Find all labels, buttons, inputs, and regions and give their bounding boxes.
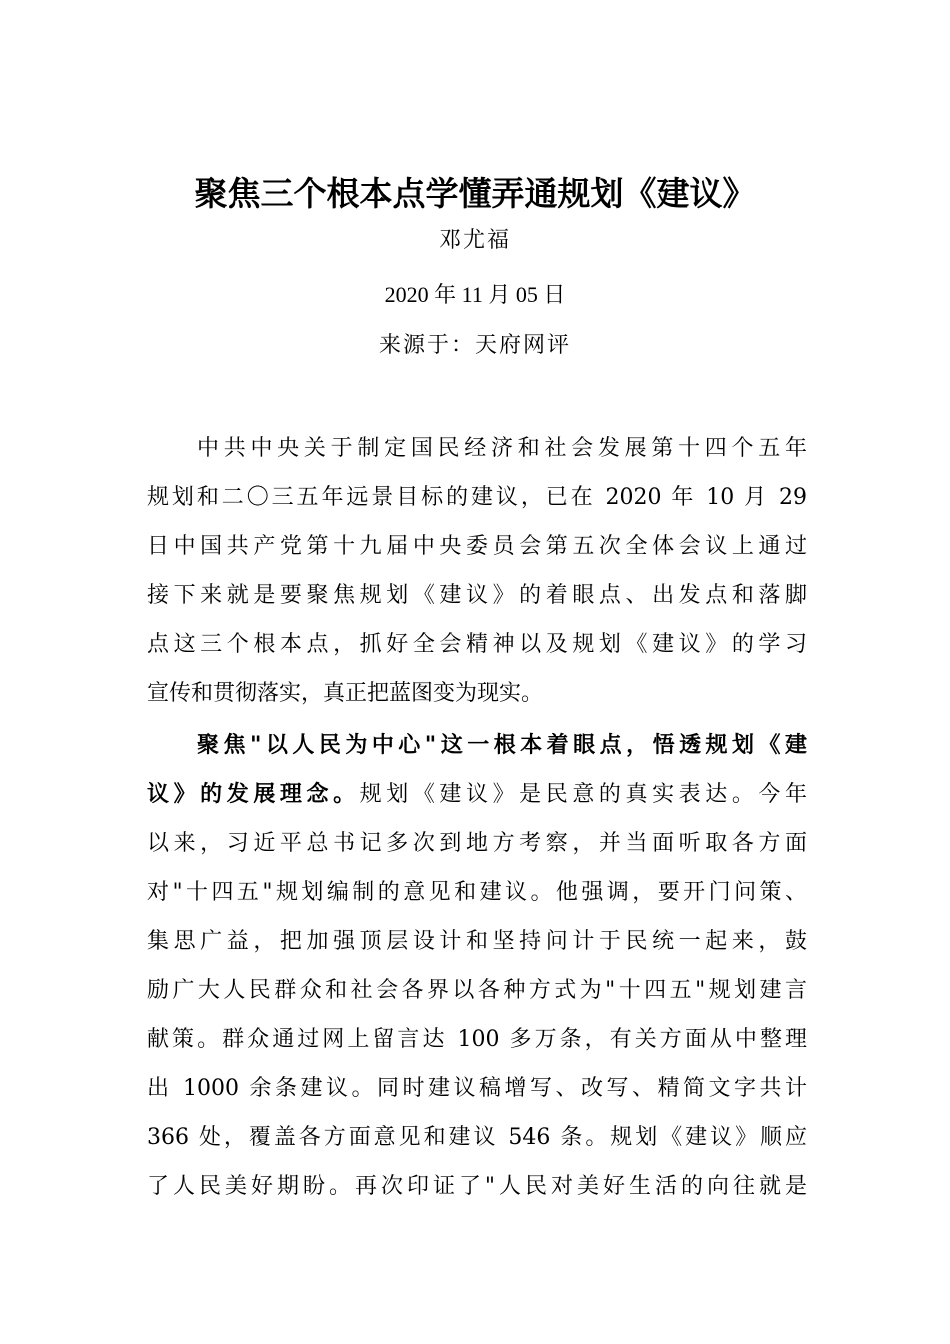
paragraph-line: 集思广益，把加强顶层设计和坚持问计于民统一起来，鼓 (147, 929, 807, 954)
article-author: 邓尤福 (438, 228, 511, 253)
paragraph-line: 接下来就是要聚焦规划《建议》的着眼点、出发点和落脚 (147, 583, 807, 608)
paragraph-line: 中共中央关于制定国民经济和社会发展第十四个五年 (197, 436, 807, 461)
paragraph-line: 励广大人民群众和社会各界以各种方式为"十四五"规划建言 (147, 978, 807, 1003)
section-heading-line: 聚焦"以人民为中心"这一根本着眼点，悟透规划《建 (197, 733, 807, 758)
paragraph-line: 了人民美好期盼。再次印证了"人民对美好生活的向往就是 (147, 1174, 807, 1199)
article-source: 来源于：天府网评 (378, 333, 571, 358)
paragraph-line: 对"十四五"规划编制的意见和建议。他强调，要开门问策、 (147, 880, 807, 905)
paragraph-people-centered (147, 721, 807, 1211)
paragraph-line: 日中国共产党第十九届中央委员会第五次全体会议上通过 (147, 534, 807, 559)
paragraph-line: 366 处，覆盖各方面意见和建议 546 条。规划《建议》顺应 (147, 1125, 807, 1150)
paragraph-intro (147, 424, 807, 718)
paragraph-line: 以来，习近平总书记多次到地方考察，并当面听取各方面 (147, 831, 807, 856)
article-date: 2020 年 11 月 05 日 (384, 282, 566, 307)
paragraph-line: 点这三个根本点，抓好全会精神以及规划《建议》的学习 (147, 632, 807, 657)
paragraph-line: 规划和二〇三五年远景目标的建议，已在 2020 年 10 月 29 (147, 485, 807, 510)
paragraph-line: 宣传和贯彻落实，真正把蓝图变为现实。 (147, 681, 544, 706)
paragraph-line-text: 规划《建议》是民意的真实表达。今年 (359, 782, 807, 807)
section-heading-tail: 议》的发展理念。 (147, 782, 360, 807)
paragraph-line: 献策。群众通过网上留言达 100 多万条，有关方面从中整理 (147, 1027, 807, 1052)
paragraph-line-mixed (147, 770, 807, 819)
paragraph-line: 出 1000 余条建议。同时建议稿增写、改写、精简文字共计 (147, 1076, 807, 1101)
article-title: 聚焦三个根本点学懂弄通规划《建议》 (194, 174, 756, 213)
